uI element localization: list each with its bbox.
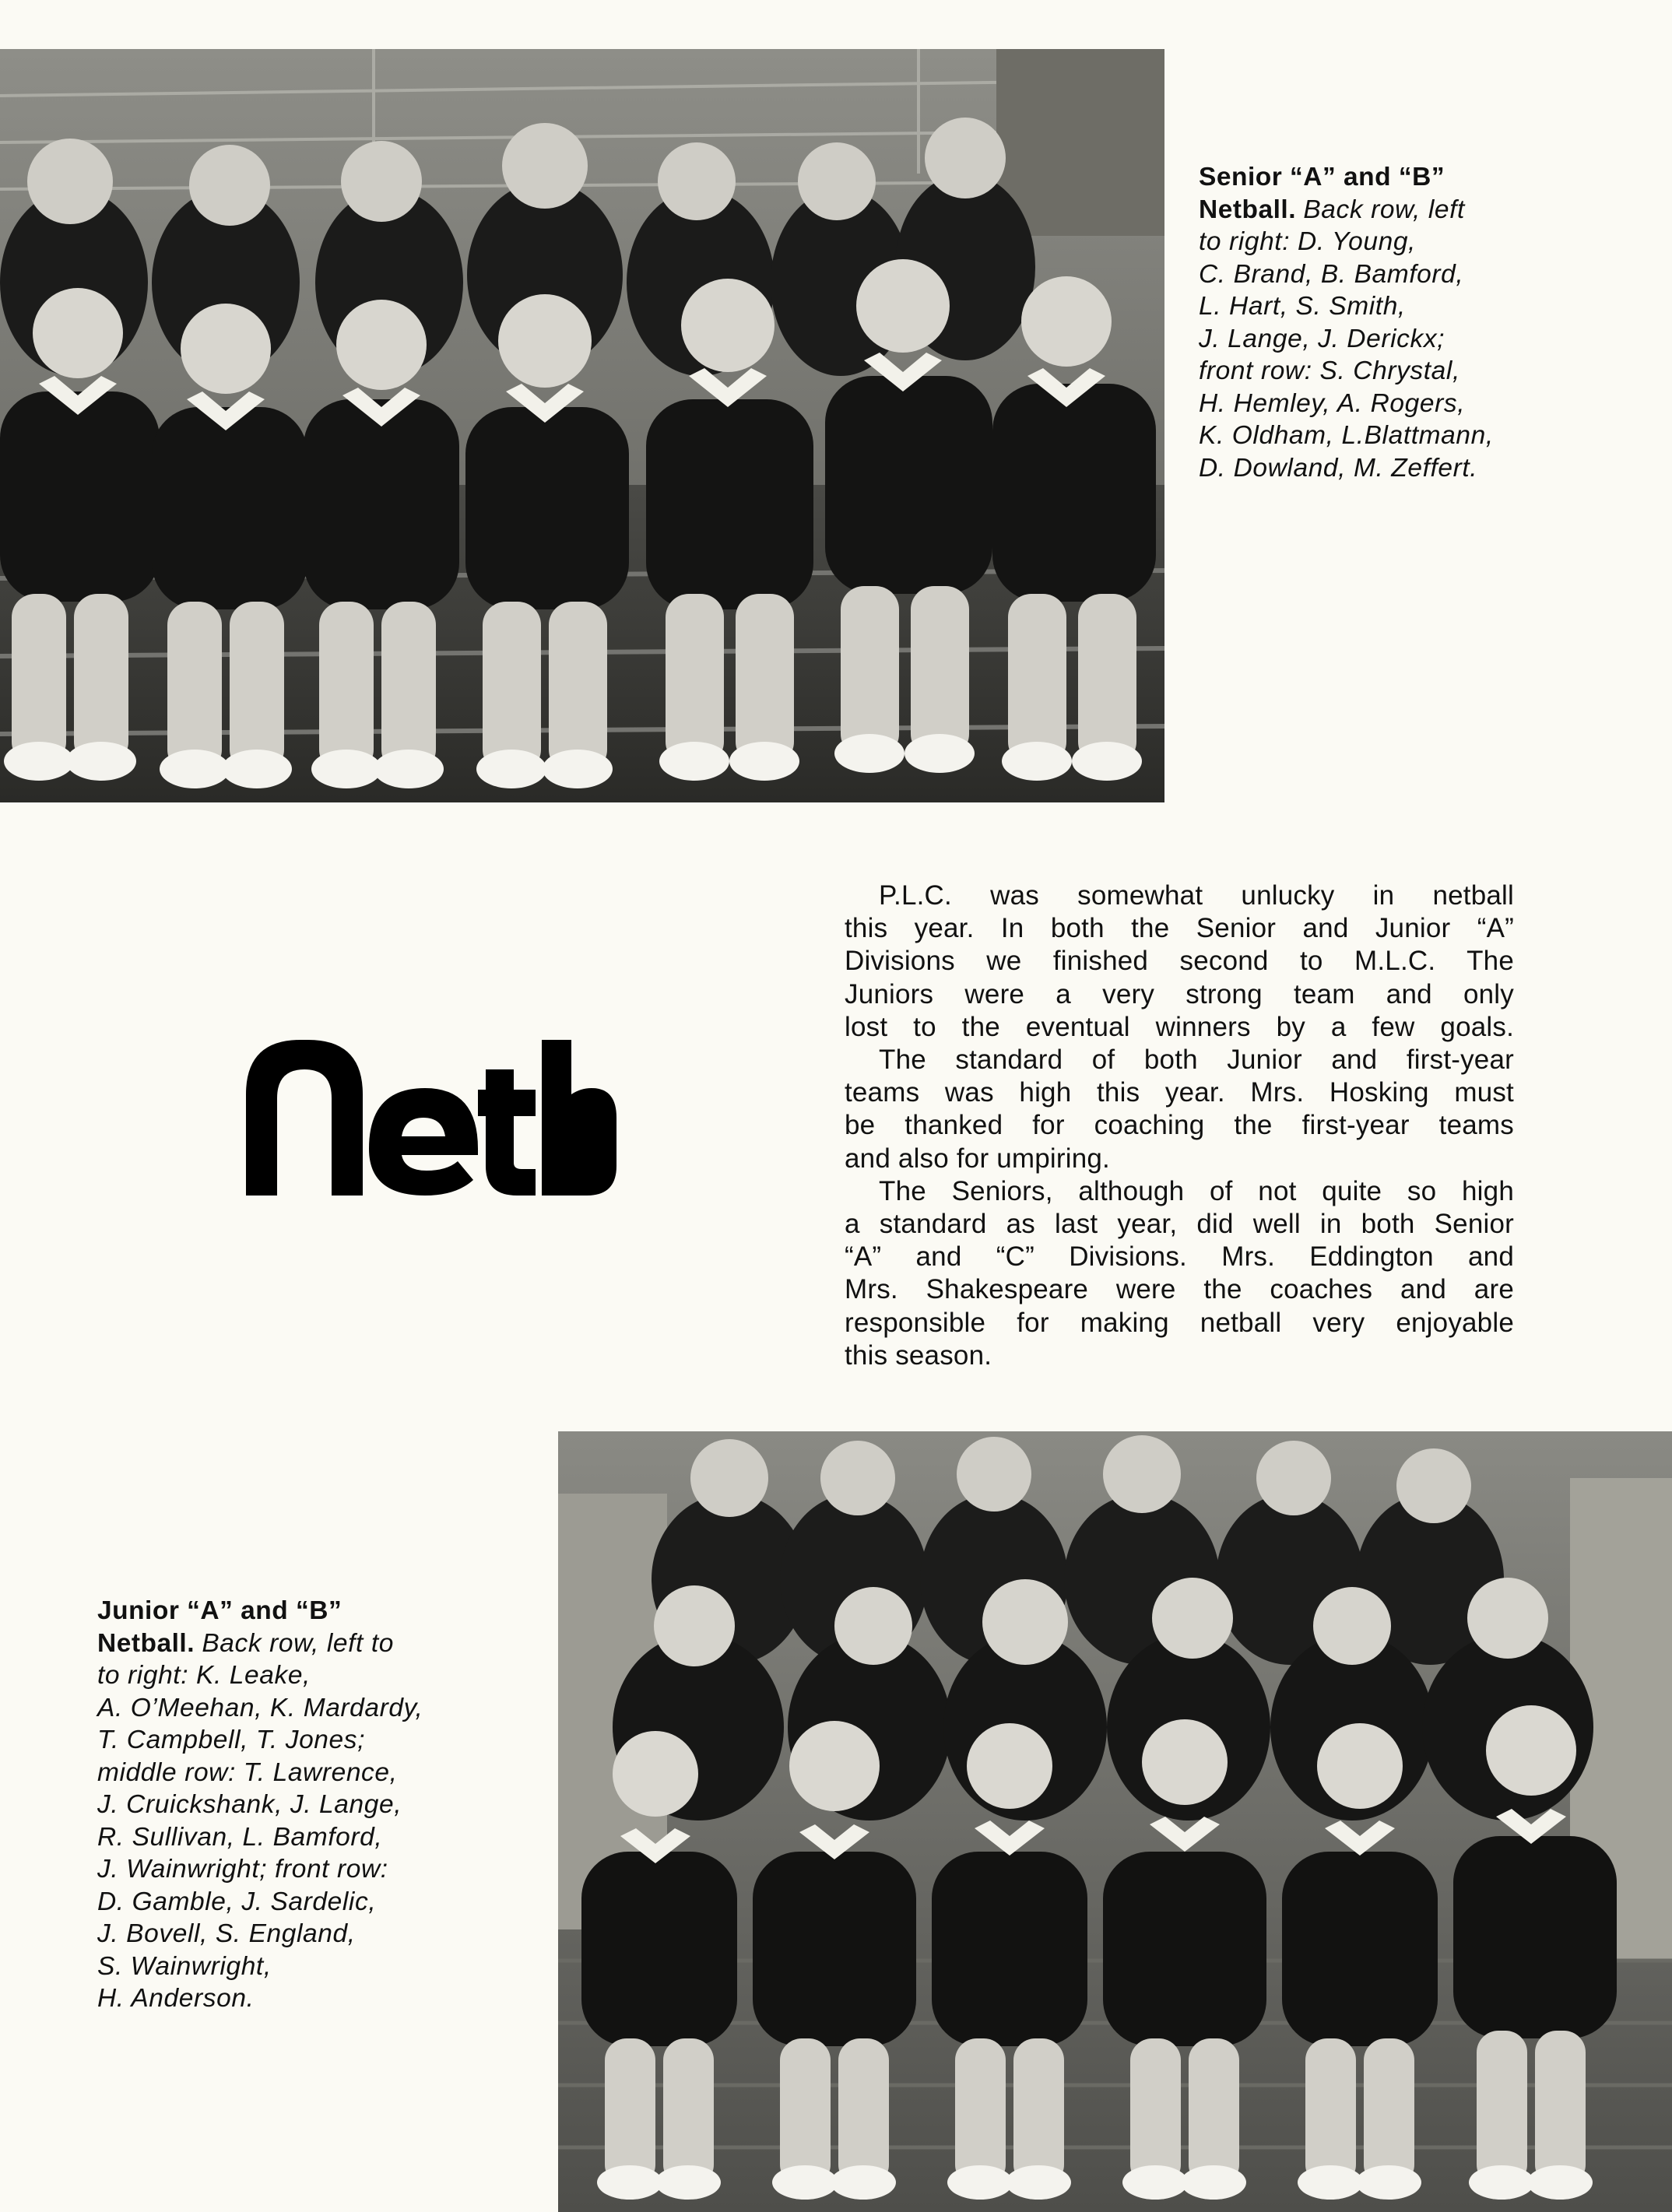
body-line: lost to the eventual winners by a few goals.: [845, 1011, 1514, 1042]
junior-caption-heading: Junior “A” and “B”: [97, 1596, 342, 1625]
body-line: and also for umpiring.: [845, 1143, 1110, 1174]
senior-caption-heading: Netball.: [1199, 195, 1296, 224]
senior-caption-text: front row: S. Chrystal,: [1199, 356, 1460, 385]
senior-caption-text: H. Hemley, A. Rogers,: [1199, 388, 1466, 418]
junior-caption-text: D. Gamble, J. Sardelic,: [97, 1887, 377, 1916]
body-line: Mrs. Shakespeare were the coaches and are: [845, 1274, 1514, 1305]
senior-caption-text: K. Oldham, L.Blattmann,: [1199, 421, 1494, 450]
senior-caption-text: C. Brand, B. Bamford,: [1199, 259, 1464, 289]
senior-caption-text: Back row, left: [1303, 195, 1465, 224]
senior-caption-text: D. Dowland, M. Zeffert.: [1199, 453, 1478, 483]
junior-team-photo: [558, 1431, 1672, 2212]
junior-caption-text: S. Wainwright,: [97, 1951, 272, 1981]
body-line: P.L.C. was somewhat unlucky in netball: [879, 880, 1514, 911]
body-line: be thanked for coaching the first-year teams: [845, 1110, 1514, 1141]
body-line: this year. In both the Senior and Junior “A”: [845, 913, 1514, 944]
junior-caption-text: R. Sullivan, L. Bamford,: [97, 1822, 383, 1852]
body-line: this season.: [845, 1339, 992, 1371]
body-line: The Seniors, although of not quite so high: [879, 1175, 1514, 1206]
junior-caption-text: J. Wainwright; front row:: [97, 1855, 388, 1884]
senior-caption-text: J. Lange, J. Derickx;: [1199, 324, 1445, 353]
body-line: “A” and “C” Divisions. Mrs. Eddington and: [845, 1241, 1514, 1273]
body-line: Divisions we finished second to M.L.C. The: [845, 946, 1514, 977]
junior-caption-heading: Netball.: [97, 1628, 195, 1658]
senior-caption-heading: Senior “A” and “B”: [1199, 163, 1445, 191]
junior-caption-text: middle row: T. Lawrence,: [97, 1757, 398, 1787]
senior-photo-caption: [1199, 161, 1494, 484]
junior-caption-text: A. O’Meehan, K. Mardardy,: [97, 1693, 423, 1722]
junior-caption-text: Back row, left to: [202, 1628, 394, 1658]
body-line: teams was high this year. Mrs. Hosking must: [845, 1077, 1514, 1108]
body-line: The standard of both Junior and first-year: [879, 1045, 1514, 1076]
body-line: responsible for making netball very enjoyable: [845, 1307, 1514, 1338]
senior-caption-text: to right: D. Young,: [1199, 227, 1416, 256]
article-body: [845, 880, 1514, 1372]
junior-caption-text: T. Campbell, T. Jones;: [97, 1726, 366, 1754]
body-line: Juniors were a very strong team and only: [845, 978, 1514, 1009]
junior-caption-text: J. Cruickshank, J. Lange,: [97, 1790, 402, 1819]
junior-caption-text: to right: K. Leake,: [97, 1661, 311, 1690]
junior-caption-text: J. Bovell, S. England,: [97, 1919, 356, 1948]
senior-caption-text: L. Hart, S. Smith,: [1199, 292, 1406, 321]
body-line: a standard as last year, did well in both Senior: [845, 1209, 1514, 1240]
page-title: [246, 1040, 616, 1196]
junior-caption-text: H. Anderson.: [97, 1984, 255, 2013]
senior-team-photo: [0, 49, 1164, 802]
junior-photo-caption: [97, 1595, 423, 2015]
